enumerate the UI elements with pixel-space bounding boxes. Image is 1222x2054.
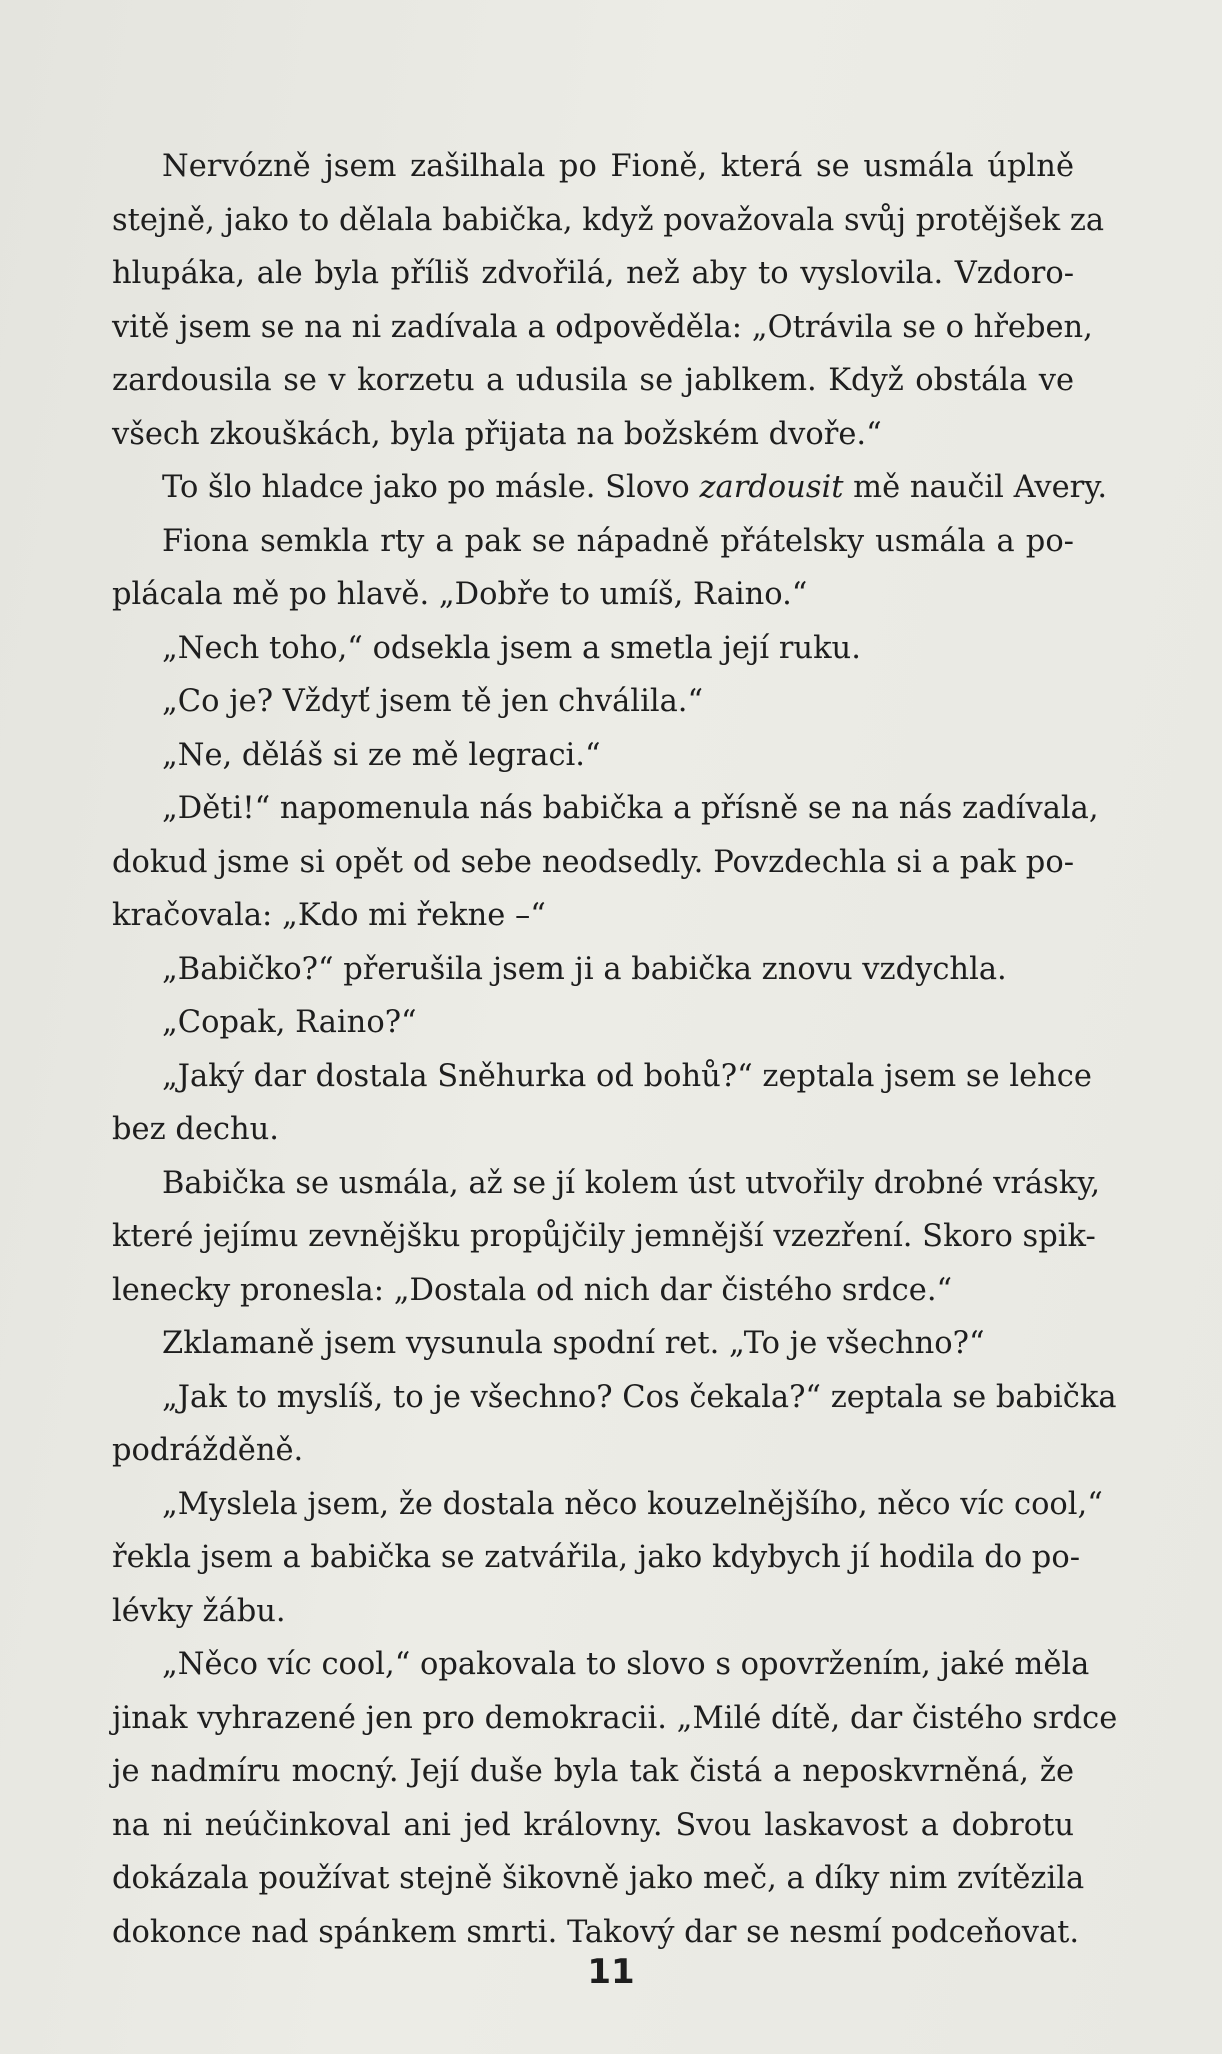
text-line: dokud jsme si opět od sebe neodsedly. Povzdechla si a pak po- <box>112 844 1074 880</box>
text-line: řekla jsem a babička se zatvářila, jako kdybych jí hodila do po- <box>112 1540 1081 1575</box>
text-line: „Co je? Vždyť jsem tě jen chválila.“ <box>162 684 704 719</box>
text-line: vitě jsem se na ni zadívala a odpověděla: „Otrávila se o hřeben, <box>112 309 1093 345</box>
text-line: „Jaký dar dostala Sněhurka od bohů?“ zeptala jsem se lehce <box>162 1058 1092 1094</box>
text-line: kračovala: „Kdo mi řekne –“ <box>112 898 546 933</box>
text-line: podrážděně. <box>112 1433 304 1468</box>
text-line: Nervózně jsem zašilhala po Fioně, která se usmála úplně <box>162 149 1074 184</box>
text-line: „Babičko?“ přerušila jsem ji a babička znovu vzdychla. <box>162 951 1007 987</box>
text-line: „Něco víc cool,“ opakovala to slovo s opovržením, jaké měla <box>162 1647 1090 1682</box>
text-line: stejně, jako to dělala babička, když považovala svůj protějšek za <box>112 202 1105 238</box>
text-line: „Copak, Raino?“ <box>162 1005 417 1040</box>
page-number: 11 <box>587 1952 635 1992</box>
text-line: na ni neúčinkoval ani jed královny. Svou laskavost a dobrotu <box>112 1807 1074 1843</box>
text-run: mě naučil Avery. <box>843 470 1108 505</box>
text-line: bez dechu. <box>112 1112 279 1147</box>
text-line: dokonce nad spánkem smrti. Takový dar se nesmí podceňovat. <box>112 1914 1080 1950</box>
text-line: „Ne, děláš si ze mě legraci.“ <box>162 737 601 773</box>
text-line: zardousila se v korzetu a udusila se jablkem. Když obstála ve <box>112 363 1074 398</box>
text-line: všech zkouškách, byla přijata na božském dvoře.“ <box>112 416 882 452</box>
text-line: které jejímu zevnějšku propůjčily jemnější vzezření. Skoro spik- <box>112 1219 1096 1254</box>
text-line: hlupáka, ale byla příliš zdvořilá, než aby to vyslovila. Vzdoro- <box>112 256 1074 291</box>
text-run: To šlo hladce jako po másle. Slovo <box>162 470 700 505</box>
text-line: Babička se usmála, až se jí kolem úst utvořily drobné vrásky, <box>162 1165 1101 1201</box>
text-line: Fiona semkla rty a pak se nápadně přátelsky usmála a po- <box>162 523 1074 559</box>
text-line: lévky žábu. <box>112 1593 286 1629</box>
text-line: „Myslela jsem, že dostala něco kouzelnějšího, něco víc cool,“ <box>162 1486 1103 1522</box>
text-line: „Děti!“ napomenula nás babička a přísně se na nás zadívala, <box>162 791 1099 826</box>
text-line <box>112 461 1108 515</box>
body-text <box>112 140 1118 1959</box>
text-line: „Jak to myslíš, to je všechno? Cos čekala?“ zeptala se babička <box>162 1379 1117 1415</box>
text-line: Zklamaně jsem vysunula spodní ret. „To je všechno?“ <box>162 1326 985 1361</box>
emphasized-word: zardousit <box>699 470 844 505</box>
text-line: „Nech toho,“ odsekla jsem a smetla její ruku. <box>162 630 861 666</box>
text-line: lenecky pronesla: „Dostala od nich dar čistého srdce.“ <box>112 1272 953 1308</box>
text-line: je nadmíru mocný. Její duše byla tak čistá a neposkvrněná, že <box>112 1754 1074 1789</box>
text-line: jinak vyhrazené jen pro demokracii. „Milé dítě, dar čistého srdce <box>112 1700 1118 1736</box>
text-line: plácala mě po hlavě. „Dobře to umíš, Raino.“ <box>112 577 808 612</box>
text-line: dokázala používat stejně šikovně jako meč, a díky nim zvítězila <box>112 1861 1085 1896</box>
